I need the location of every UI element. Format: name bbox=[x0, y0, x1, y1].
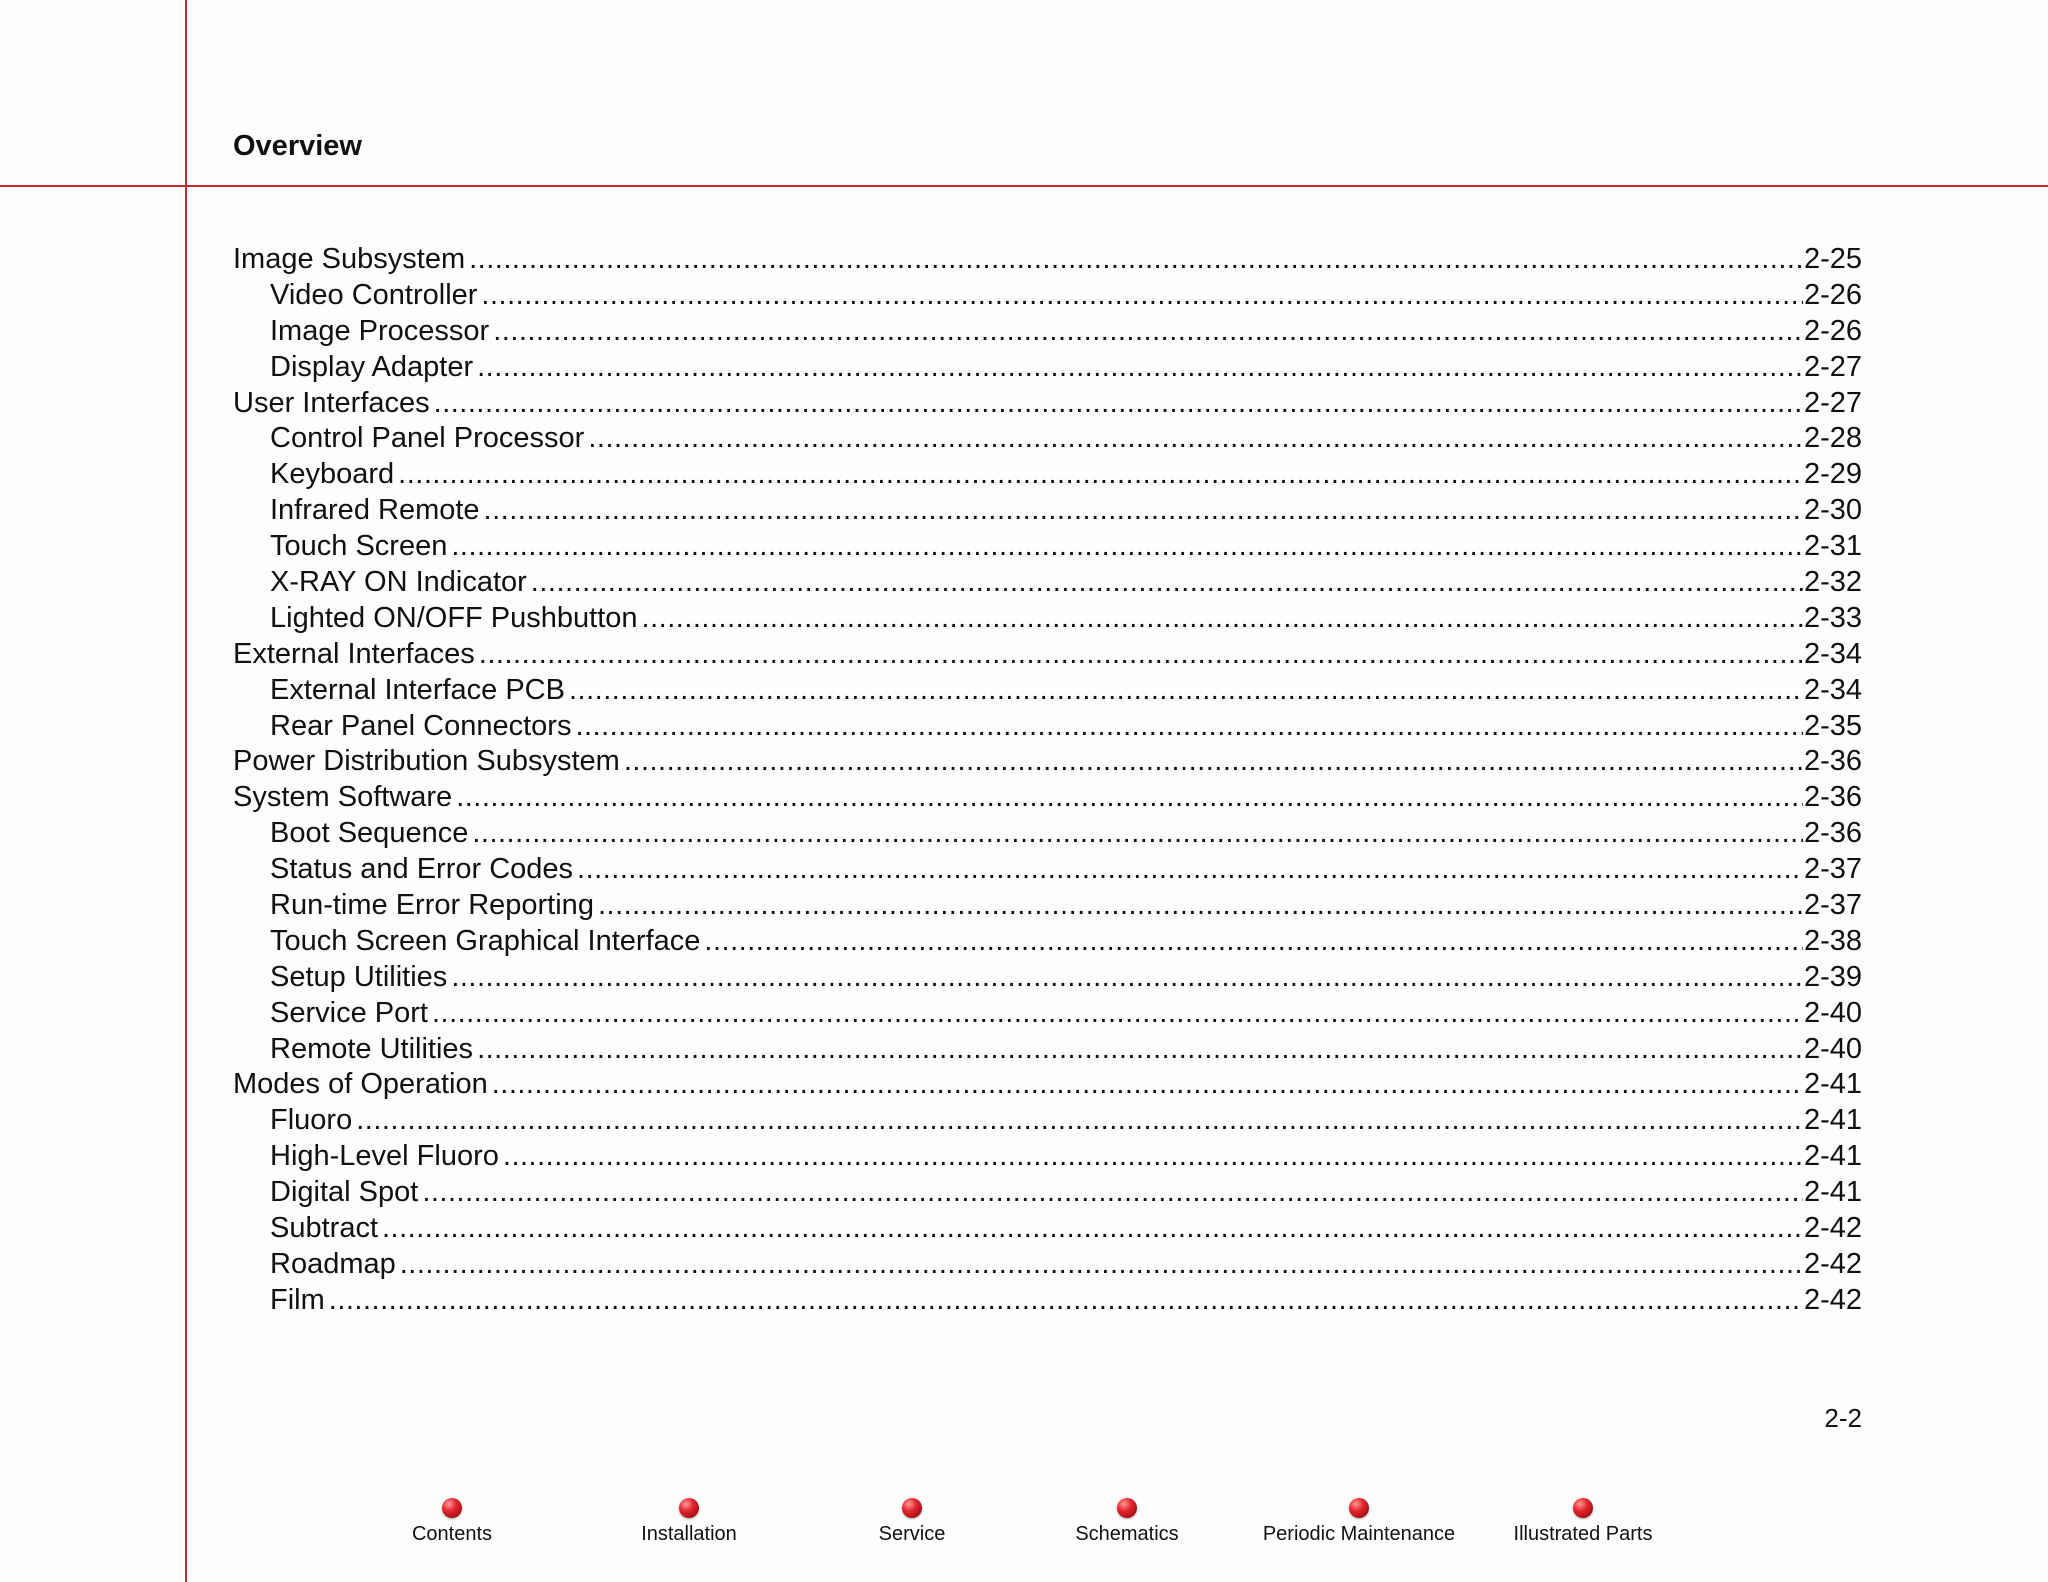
toc-dot-leader bbox=[400, 1246, 1803, 1282]
toc-entry[interactable] bbox=[233, 1174, 1862, 1210]
toc-entry-page: 2-26 bbox=[1803, 314, 1862, 347]
page-number: 2-2 bbox=[1824, 1403, 1862, 1433]
toc-entry-title: Keyboard bbox=[270, 458, 395, 491]
toc-entry[interactable] bbox=[233, 492, 1862, 528]
toc-entry[interactable] bbox=[233, 1102, 1862, 1138]
toc-entry-title: Film bbox=[270, 1283, 325, 1316]
red-dot-icon[interactable] bbox=[1117, 1498, 1137, 1518]
toc-entry-title: Boot Sequence bbox=[270, 817, 469, 850]
toc-entry-page: 2-27 bbox=[1803, 386, 1862, 419]
toc-entry[interactable] bbox=[233, 636, 1862, 672]
red-dot-icon[interactable] bbox=[1349, 1498, 1369, 1518]
toc-entry-title: Remote Utilities bbox=[270, 1032, 474, 1065]
nav-installation-button[interactable] bbox=[569, 1498, 809, 1546]
toc-dot-leader bbox=[575, 708, 1803, 744]
nav-label[interactable]: Service bbox=[878, 1523, 946, 1545]
toc-entry-title: Display Adapter bbox=[270, 350, 474, 383]
toc-entry-page: 2-42 bbox=[1803, 1283, 1862, 1316]
toc-entry-page: 2-41 bbox=[1803, 1104, 1862, 1137]
toc-entry[interactable] bbox=[233, 277, 1862, 313]
toc-entry-title: Subtract bbox=[270, 1212, 378, 1245]
toc-dot-leader bbox=[456, 779, 1803, 815]
nav-illustrated-parts-button[interactable] bbox=[1463, 1498, 1703, 1546]
toc-entry-title: System Software bbox=[233, 781, 453, 814]
header-rule bbox=[0, 185, 2048, 187]
red-dot-icon[interactable] bbox=[1573, 1498, 1593, 1518]
toc-dot-leader bbox=[477, 349, 1803, 385]
nav-label[interactable]: Installation bbox=[641, 1523, 737, 1545]
toc-entry-title: Service Port bbox=[270, 996, 428, 1029]
toc-dot-leader bbox=[624, 743, 1803, 779]
toc-entry[interactable] bbox=[233, 743, 1862, 779]
toc-dot-leader bbox=[434, 385, 1803, 421]
toc-dot-leader bbox=[492, 1066, 1803, 1102]
table-of-contents bbox=[233, 241, 1862, 1318]
toc-dot-leader bbox=[451, 959, 1803, 995]
toc-entry[interactable] bbox=[233, 815, 1862, 851]
toc-entry[interactable] bbox=[233, 1210, 1862, 1246]
toc-dot-leader bbox=[469, 241, 1803, 277]
toc-entry[interactable] bbox=[233, 672, 1862, 708]
toc-entry[interactable] bbox=[233, 851, 1862, 887]
toc-entry-page: 2-25 bbox=[1803, 243, 1862, 275]
toc-entry-title: Status and Error Codes bbox=[270, 853, 574, 886]
toc-entry[interactable] bbox=[233, 708, 1862, 744]
toc-entry-title: Modes of Operation bbox=[233, 1068, 488, 1101]
toc-dot-leader bbox=[422, 1174, 1803, 1210]
toc-entry-title: Lighted ON/OFF Pushbutton bbox=[270, 601, 638, 634]
toc-entry[interactable] bbox=[233, 1031, 1862, 1067]
nav-label[interactable]: Illustrated Parts bbox=[1513, 1523, 1653, 1545]
toc-entry-title: Setup Utilities bbox=[270, 960, 448, 993]
toc-dot-leader bbox=[503, 1138, 1803, 1174]
nav-schematics-button[interactable] bbox=[1007, 1498, 1247, 1546]
footer-navigation bbox=[0, 1498, 2048, 1558]
nav-service-button[interactable] bbox=[792, 1498, 1032, 1546]
toc-entry-title: Video Controller bbox=[270, 278, 478, 311]
toc-dot-leader bbox=[451, 528, 1803, 564]
toc-entry[interactable] bbox=[233, 385, 1862, 421]
toc-entry[interactable] bbox=[233, 456, 1862, 492]
toc-entry-page: 2-41 bbox=[1803, 1176, 1862, 1209]
toc-entry-page: 2-42 bbox=[1803, 1212, 1862, 1245]
toc-dot-leader bbox=[577, 851, 1803, 887]
toc-entry-page: 2-31 bbox=[1803, 530, 1862, 563]
red-dot-icon[interactable] bbox=[679, 1498, 699, 1518]
toc-entry-page: 2-36 bbox=[1803, 781, 1862, 814]
toc-entry-page: 2-27 bbox=[1803, 350, 1862, 383]
nav-periodic-maintenance-button[interactable] bbox=[1239, 1498, 1479, 1546]
toc-entry-title: Image Subsystem bbox=[233, 243, 466, 275]
toc-entry[interactable] bbox=[233, 564, 1862, 600]
toc-entry-title: External Interfaces bbox=[233, 637, 475, 670]
toc-entry-title: Touch Screen bbox=[270, 530, 448, 563]
toc-entry-page: 2-26 bbox=[1803, 278, 1862, 311]
toc-entry-page: 2-39 bbox=[1803, 960, 1862, 993]
toc-dot-leader bbox=[484, 492, 1803, 528]
toc-entry-page: 2-38 bbox=[1803, 924, 1862, 957]
left-margin-rule bbox=[185, 0, 187, 1582]
toc-entry-title: High-Level Fluoro bbox=[270, 1140, 499, 1173]
toc-entry-title: Roadmap bbox=[270, 1247, 396, 1280]
toc-dot-leader bbox=[704, 923, 1803, 959]
toc-entry-page: 2-33 bbox=[1803, 601, 1862, 634]
toc-entry[interactable] bbox=[233, 420, 1862, 456]
toc-dot-leader bbox=[588, 420, 1803, 456]
toc-dot-leader bbox=[472, 815, 1803, 851]
toc-entry-title: X-RAY ON Indicator bbox=[270, 566, 527, 599]
toc-entry-title: External Interface PCB bbox=[270, 673, 565, 706]
toc-entry-page: 2-37 bbox=[1803, 889, 1862, 922]
toc-dot-leader bbox=[531, 564, 1803, 600]
toc-dot-leader bbox=[598, 887, 1803, 923]
toc-entry-title: Touch Screen Graphical Interface bbox=[270, 924, 701, 957]
toc-entry[interactable] bbox=[233, 779, 1862, 815]
toc-entry-title: Run-time Error Reporting bbox=[270, 889, 594, 922]
toc-dot-leader bbox=[477, 1031, 1803, 1067]
toc-entry-page: 2-41 bbox=[1803, 1140, 1862, 1173]
toc-dot-leader bbox=[569, 672, 1803, 708]
toc-entry-title: Control Panel Processor bbox=[270, 422, 585, 455]
toc-entry-page: 2-29 bbox=[1803, 458, 1862, 491]
toc-entry[interactable] bbox=[233, 528, 1862, 564]
toc-entry-page: 2-32 bbox=[1803, 566, 1862, 599]
toc-entry[interactable] bbox=[233, 600, 1862, 636]
toc-entry[interactable] bbox=[233, 349, 1862, 385]
toc-entry[interactable] bbox=[233, 1282, 1862, 1318]
toc-entry[interactable] bbox=[233, 1138, 1862, 1174]
toc-dot-leader bbox=[432, 995, 1803, 1031]
toc-entry[interactable] bbox=[233, 1246, 1862, 1282]
toc-entry-page: 2-42 bbox=[1803, 1247, 1862, 1280]
nav-label[interactable]: Schematics bbox=[1075, 1523, 1179, 1545]
toc-entry[interactable] bbox=[233, 1066, 1862, 1102]
toc-entry-title: Infrared Remote bbox=[270, 494, 480, 527]
toc-dot-leader bbox=[642, 600, 1803, 636]
nav-contents-button[interactable] bbox=[332, 1498, 572, 1546]
toc-dot-leader bbox=[479, 636, 1803, 672]
toc-dot-leader bbox=[493, 313, 1803, 349]
toc-entry[interactable] bbox=[233, 959, 1862, 995]
toc-entry-page: 2-40 bbox=[1803, 1032, 1862, 1065]
red-dot-icon[interactable] bbox=[442, 1498, 462, 1518]
toc-entry-title: Rear Panel Connectors bbox=[270, 709, 572, 742]
nav-label[interactable]: Periodic Maintenance bbox=[1262, 1523, 1456, 1545]
red-dot-icon[interactable] bbox=[902, 1498, 922, 1518]
toc-entry-page: 2-35 bbox=[1803, 709, 1862, 742]
toc-entry-page: 2-28 bbox=[1803, 422, 1862, 455]
toc-entry-title: User Interfaces bbox=[233, 386, 430, 419]
toc-entry-page: 2-40 bbox=[1803, 996, 1862, 1029]
toc-entry-title: Image Processor bbox=[270, 314, 490, 347]
toc-dot-leader bbox=[398, 456, 1803, 492]
toc-entry-page: 2-37 bbox=[1803, 853, 1862, 886]
toc-entry-page: 2-36 bbox=[1803, 745, 1862, 778]
nav-label[interactable]: Contents bbox=[411, 1523, 493, 1545]
toc-entry[interactable] bbox=[233, 313, 1862, 349]
toc-entry[interactable] bbox=[233, 241, 1862, 277]
toc-entry-page: 2-36 bbox=[1803, 817, 1862, 850]
toc-entry-title: Digital Spot bbox=[270, 1176, 419, 1209]
toc-dot-leader bbox=[356, 1102, 1803, 1138]
toc-entry-title: Power Distribution Subsystem bbox=[233, 745, 620, 778]
toc-entry[interactable] bbox=[233, 995, 1862, 1031]
toc-dot-leader bbox=[382, 1210, 1803, 1246]
toc-entry-page: 2-41 bbox=[1803, 1068, 1862, 1101]
toc-entry-page: 2-30 bbox=[1803, 494, 1862, 527]
toc-dot-leader bbox=[481, 277, 1803, 313]
toc-entry-page: 2-34 bbox=[1803, 637, 1862, 670]
toc-entry[interactable] bbox=[233, 887, 1862, 923]
toc-entry-title: Fluoro bbox=[270, 1104, 353, 1137]
toc-entry[interactable] bbox=[233, 923, 1862, 959]
toc-entry-page: 2-34 bbox=[1803, 673, 1862, 706]
section-title: Overview bbox=[233, 130, 362, 162]
toc-dot-leader bbox=[329, 1282, 1803, 1318]
